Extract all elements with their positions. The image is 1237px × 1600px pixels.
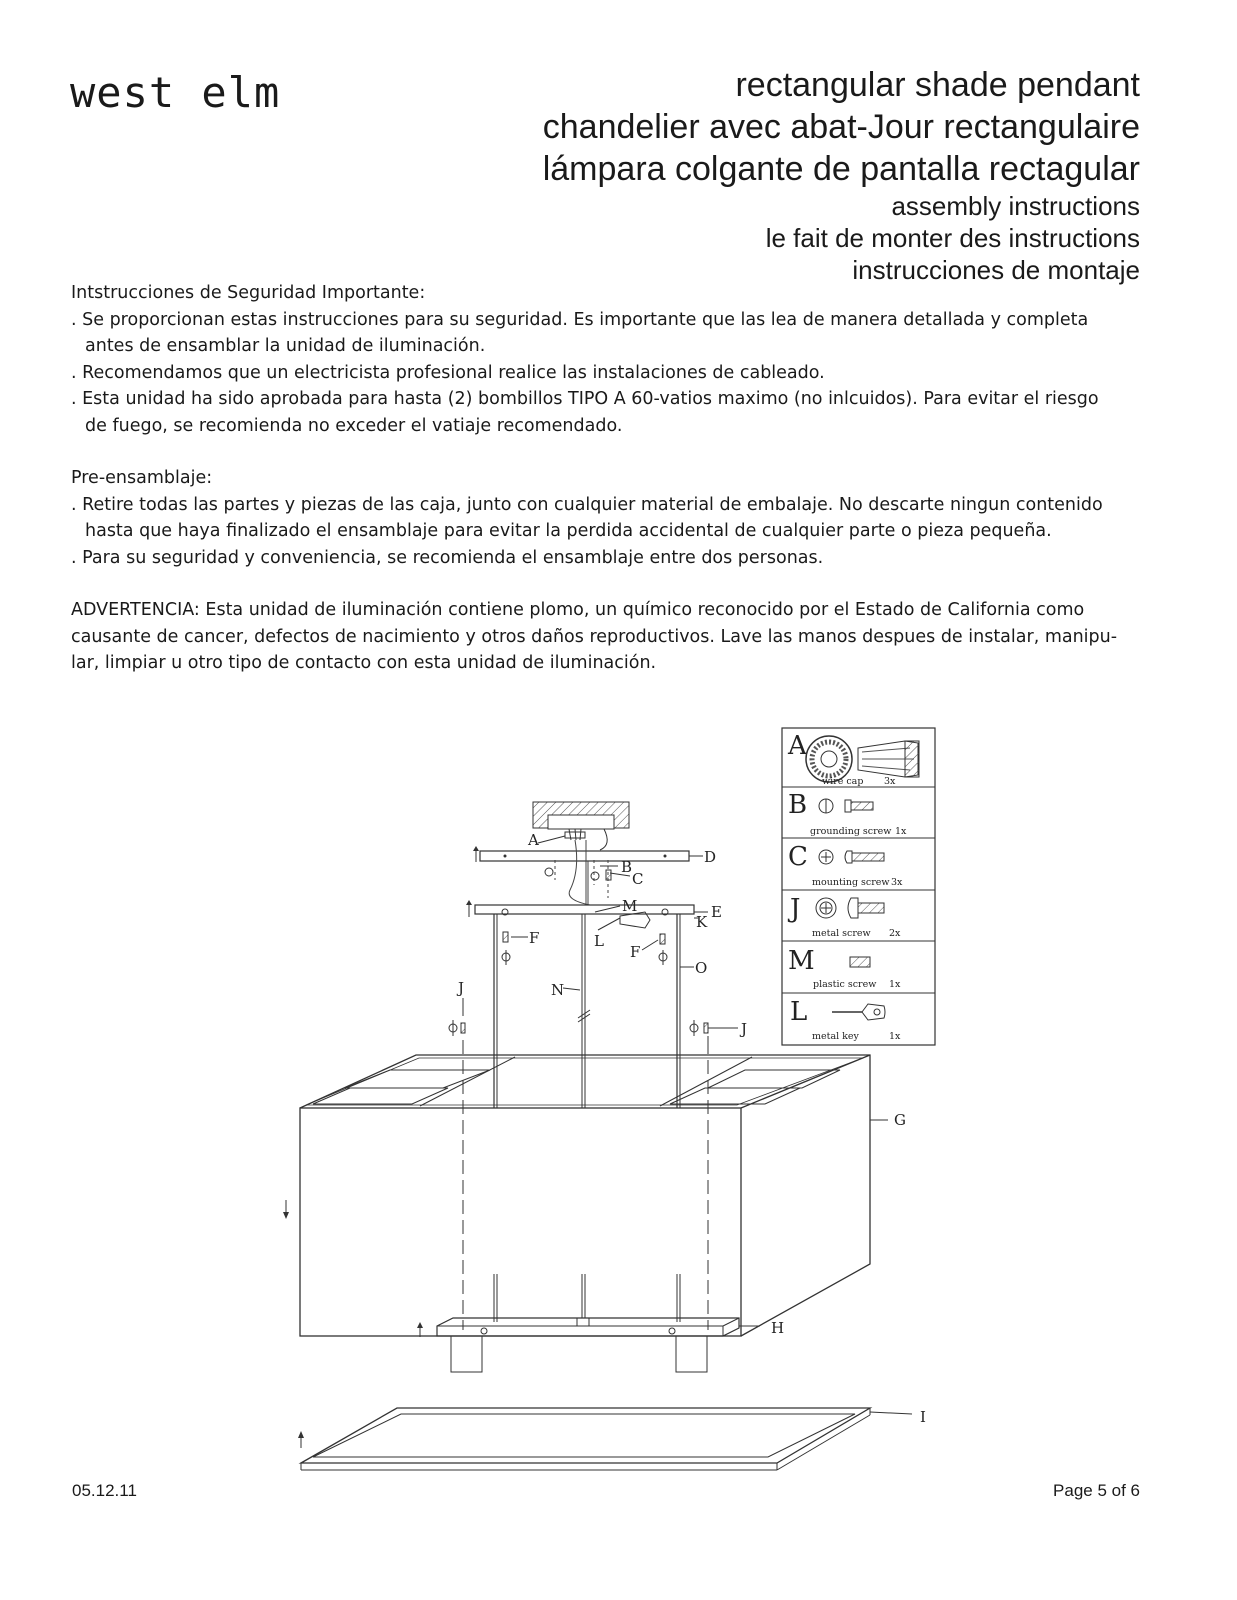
parts-letter-j: J [790, 894, 801, 924]
bottom-diffuser-frame-i [298, 1408, 912, 1470]
preassembly-item-2: . Para su seguridad y conveniencia, se recomienda el ensamblaje entre dos personas. [71, 547, 824, 568]
parts-letter-a: A [788, 731, 807, 761]
rectangular-shade-g [300, 1055, 888, 1336]
title-fr: chandelier avec abat-Jour rectangulaire [542, 108, 1140, 146]
safety-item-3: . Esta unidad ha sido aprobada para hasta (2) bombillos TIPO A 60-vatios maximo (no inlcuidos). Para evitar el riesgo [71, 389, 1099, 409]
metal-screw-icon [816, 898, 884, 918]
parts-letter-l: L [790, 997, 808, 1027]
callout-e: E [711, 903, 722, 921]
warning-line-3: lar, limpiar u otro tipo de contacto con esta unidad de iluminación. [71, 653, 657, 673]
title-en: rectangular shade pendant [735, 66, 1140, 104]
callout-j-right: J [741, 1020, 748, 1038]
parts-name-c: mounting screw [812, 877, 890, 888]
callout-j-left: J [458, 979, 465, 997]
safety-item-2: . Recomendamos que un electricista profesional realice las instalaciones de cableado. [71, 362, 825, 383]
parts-table [782, 728, 935, 1045]
metal-key-icon [832, 1004, 885, 1020]
preassembly-item-1: . Retire todas las partes y piezas de las caja, junto con cualquier material de embalaje. No descarte ningun contenido [71, 494, 1103, 515]
screw-f-right [659, 934, 667, 965]
title-es: lámpara colgante de pantalla rectagular [542, 150, 1140, 188]
footer-page-number: Page 5 of 6 [1053, 1481, 1140, 1500]
callout-h: H [771, 1319, 785, 1337]
screw-j-right [690, 1020, 708, 1036]
preassembly-heading: Pre-ensamblaje: [71, 468, 213, 488]
parts-letter-b: B [788, 790, 808, 820]
parts-name-a: wire cap [822, 776, 864, 787]
plastic-screw-icon [850, 957, 870, 967]
parts-qty-a: 3x [884, 776, 896, 787]
socket-bar-h [417, 1318, 760, 1372]
screw-f-left [502, 932, 510, 965]
screw-j-left [449, 1020, 465, 1036]
callout-o: O [695, 959, 708, 977]
callout-c: C [632, 870, 644, 888]
callout-a: A [528, 831, 539, 849]
parts-letter-c: C [788, 842, 808, 872]
parts-name-b: grounding screw [810, 826, 892, 837]
subtitle-en: assembly instructions [891, 191, 1140, 221]
crossbar-d [473, 846, 703, 862]
ceiling-mount [533, 802, 629, 850]
subtitle-fr: le fait de monter des instructions [765, 223, 1140, 253]
callout-f-left: F [529, 929, 540, 947]
footer-date: 05.12.11 [72, 1481, 137, 1500]
parts-qty-j: 2x [889, 928, 901, 939]
parts-qty-l: 1x [889, 1031, 901, 1042]
safety-item-1: . Se proporcionan estas instrucciones para su seguridad. Es importante que las lea de manera detallada y completa [71, 309, 1089, 330]
parts-letter-m: M [788, 946, 815, 976]
callout-n: N [551, 981, 565, 999]
callout-i: I [920, 1408, 926, 1426]
parts-name-j: metal screw [812, 928, 871, 939]
callout-k: K [696, 913, 708, 931]
safety-item-1-cont: antes de ensamblar la unidad de iluminación. [85, 336, 486, 356]
brand-logo: west elm [70, 68, 281, 117]
warning-line-2: causante de cancer, defectos de nacimiento y otros daños reproductivos. Lave las manos despues de instalar, manipu- [71, 626, 1118, 647]
parts-qty-c: 3x [891, 877, 903, 888]
parts-qty-b: 1x [895, 826, 907, 837]
callout-l: L [594, 932, 604, 950]
warning-line-1: ADVERTENCIA: Esta unidad de iluminación contiene plomo, un químico reconocido por el Estado de California como [71, 600, 1085, 620]
subtitle-es: instrucciones de montaje [852, 255, 1140, 285]
mounting-screw-icon [819, 850, 884, 864]
preassembly-item-1-cont: hasta que haya finalizado el ensamblaje para evitar la perdida accidental de cualquier parte o pieza pequeña. [85, 521, 1052, 541]
parts-name-m: plastic screw [813, 979, 877, 990]
callout-d: D [704, 848, 717, 866]
grounding-screw-icon [819, 799, 873, 813]
callout-m: M [622, 897, 638, 915]
safety-heading: Intstrucciones de Seguridad Importante: [71, 283, 426, 303]
parts-qty-m: 1x [889, 979, 901, 990]
callout-f-right: F [630, 943, 641, 961]
parts-name-l: metal key [812, 1031, 859, 1042]
safety-item-3-cont: de fuego, se recomienda no exceder el vatiaje recomendado. [85, 415, 623, 436]
callout-g: G [894, 1111, 906, 1129]
callout-b: B [621, 858, 633, 876]
